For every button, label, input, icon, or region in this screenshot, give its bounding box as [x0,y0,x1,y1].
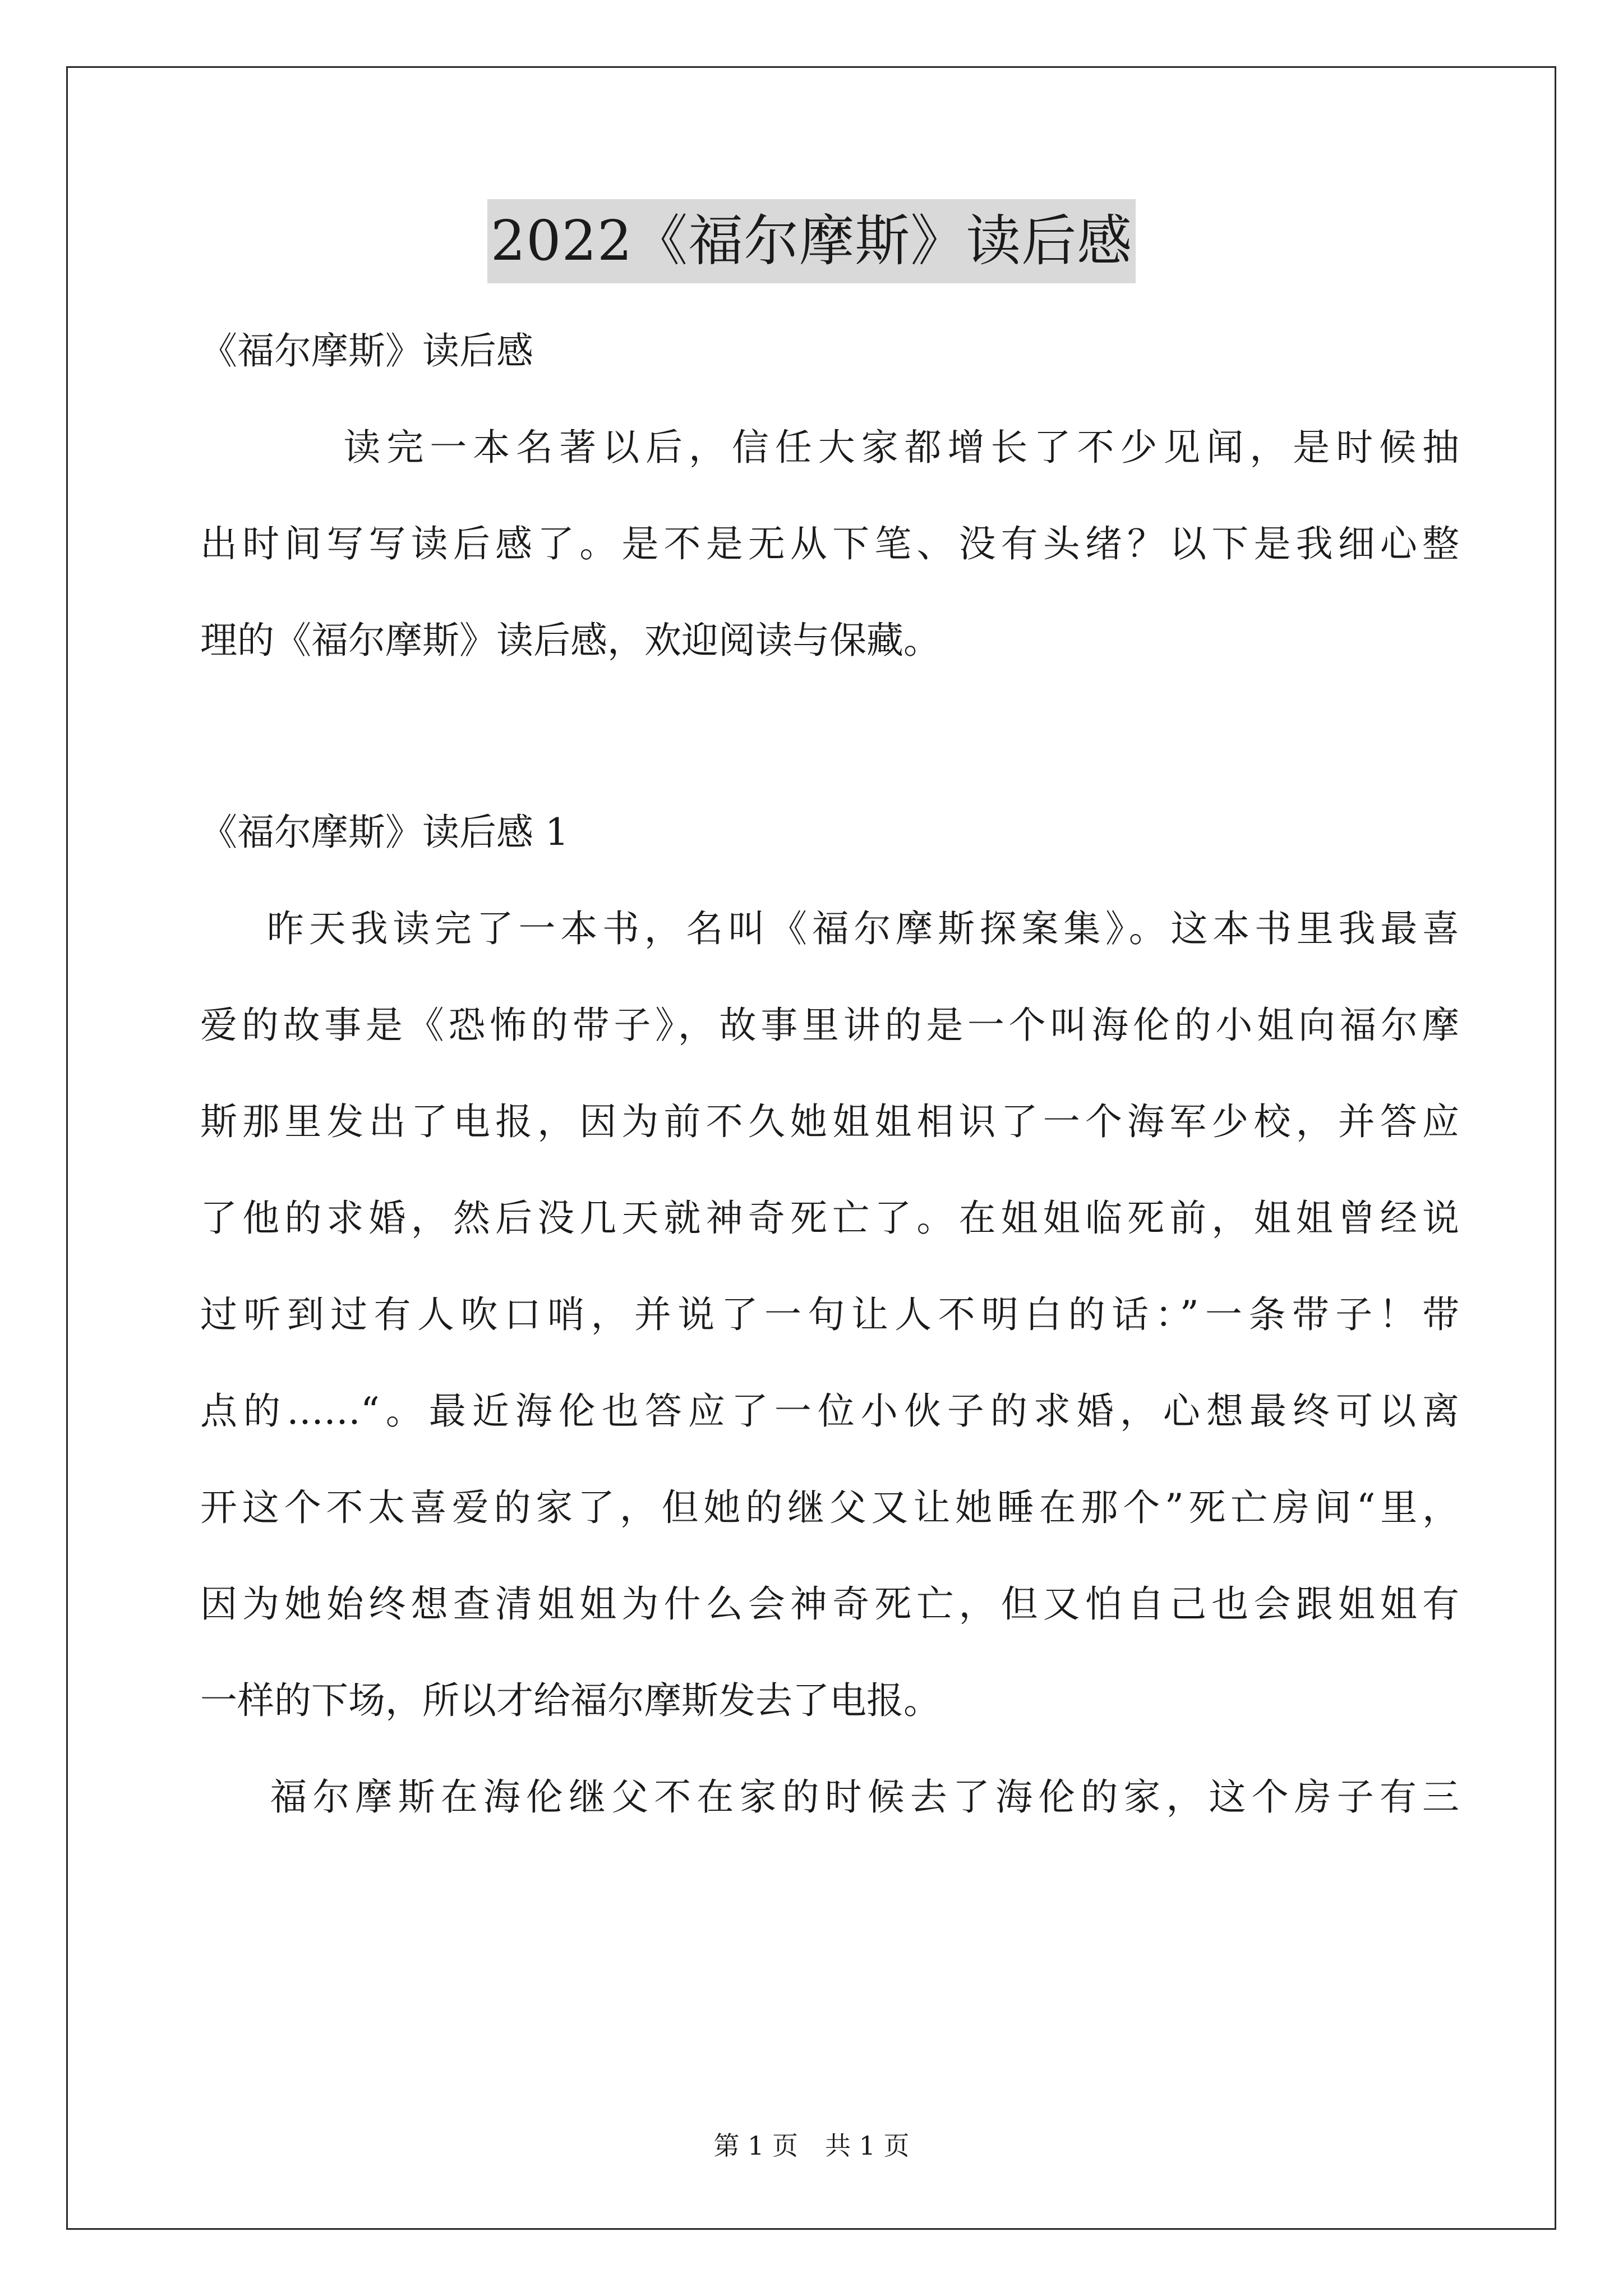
body-line: 斯那里发出了电报，因为前不久她姐姐相识了一个海军少校，并答应 [200,1100,1459,1143]
body-line: 爱的故事是《恐怖的带子》，故事里讲的是一个叫海伦的小姐向福尔摩 [200,1004,1459,1047]
page-number: 第 1 页 [713,2131,798,2161]
subtitle: 《福尔摩斯》读后感 [200,329,533,372]
section-heading: 《福尔摩斯》读后感 1 [200,811,569,854]
title-container [0,199,1623,283]
body-line: 一样的下场，所以才给福尔摩斯发去了电报。 [200,1679,940,1722]
page-total: 共 1 页 [825,2131,910,2161]
page-footer [0,2129,1623,2162]
paragraph-gap [200,689,1459,784]
body-line: 点的……“。最近海伦也答应了一位小伙子的求婚，心想最终可以离 [200,1389,1459,1433]
body-line: 因为她始终想查清姐姐为什么会神奇死亡，但又怕自己也会跟姐姐有 [200,1582,1459,1626]
body-line: 福尔摩斯在海伦继父不在家的时候去了海伦的家，这个房子有三 [200,1775,1459,1819]
document-body [200,303,1459,1846]
intro-line: 读完一本名著以后，信任大家都增长了不少见闻，是时候抽 [200,426,1459,469]
intro-line: 理的《福尔摩斯》读后感，欢迎阅读与保藏。 [200,619,940,662]
intro-line: 出时间写写读后感了。是不是无从下笔、没有头绪？以下是我细心整 [200,522,1459,565]
body-line: 昨天我读完了一本书，名叫《福尔摩斯探案集》。这本书里我最喜 [200,907,1459,950]
body-line: 开这个不太喜爱的家了，但她的继父又让她睡在那个”死亡房间“里， [200,1486,1459,1529]
body-line: 过听到过有人吹口哨，并说了一句让人不明白的话：”一条带子！带 [200,1293,1459,1336]
body-line: 了他的求婚，然后没几天就神奇死亡了。在姐姐临死前，姐姐曾经说 [200,1197,1459,1240]
document-title: 2022《福尔摩斯》读后感 [487,199,1136,283]
